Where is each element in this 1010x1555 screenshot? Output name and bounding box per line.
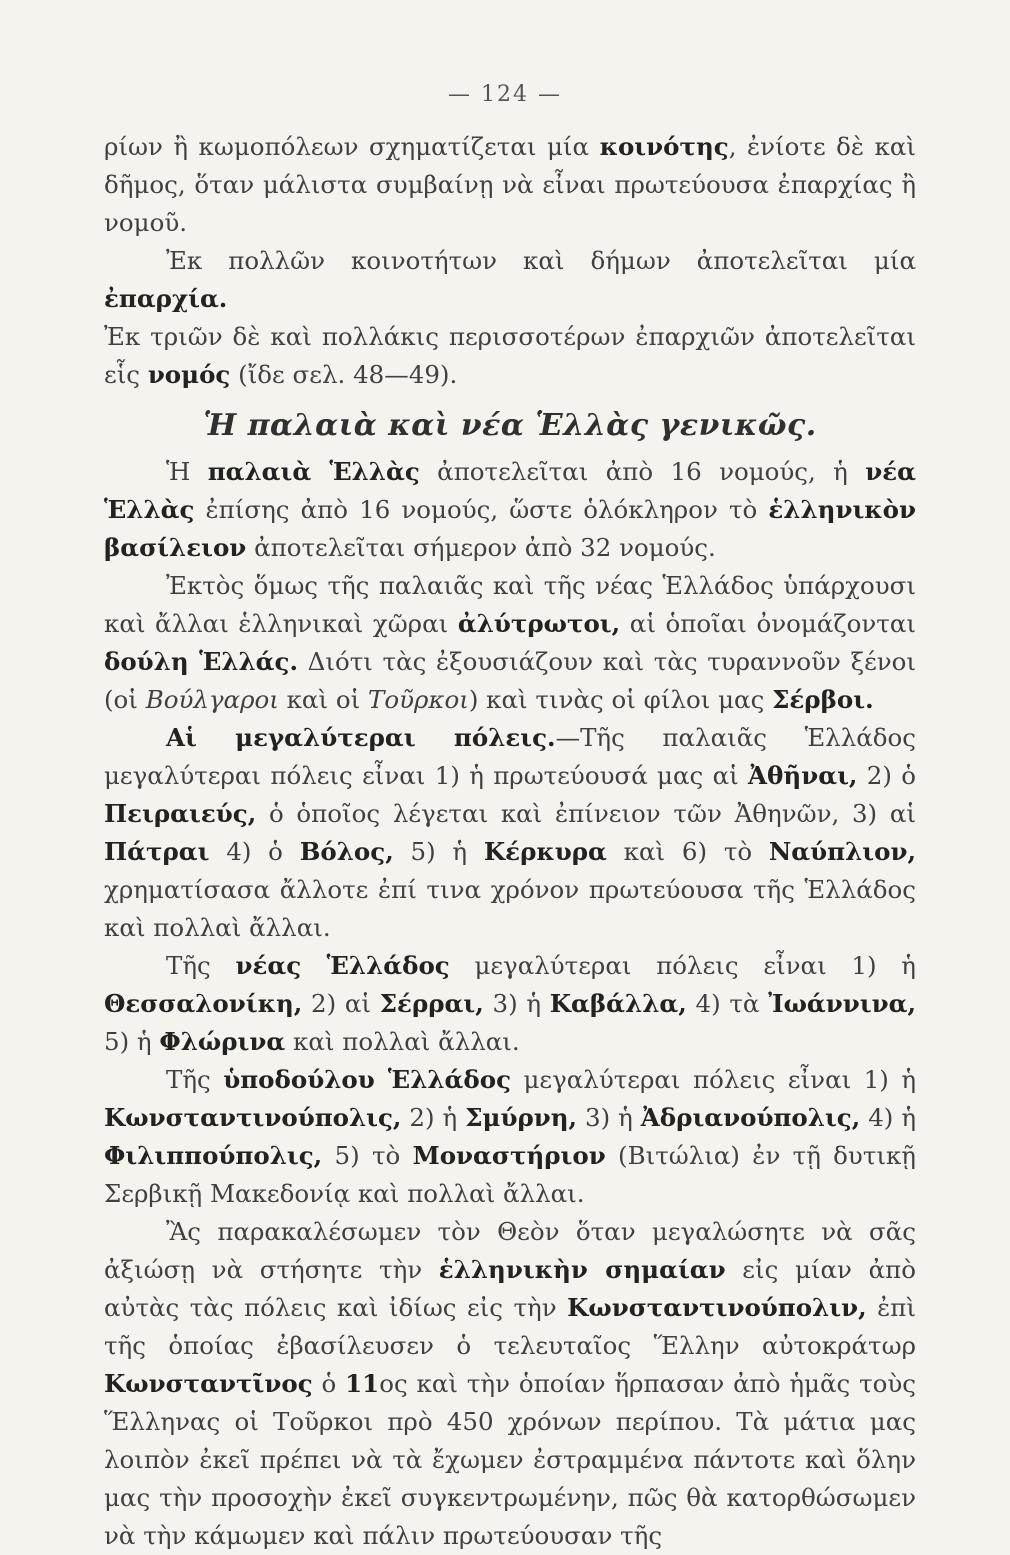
text-run: καὶ πολλαὶ ἄλλαι.: [285, 1027, 520, 1056]
text-run: ἀποτελεῖται ἀπὸ 16 νομούς, ἡ: [419, 457, 866, 486]
text-run: 4) τὰ: [686, 989, 769, 1018]
text-run: (Βιτώλια) ἐν τῇ δυτικῇ Σερβικῇ Μακεδονίᾳ καὶ πολλαὶ ἄλλαι.: [104, 1141, 916, 1208]
paragraph: [104, 1061, 916, 1213]
text-run: ος καὶ τὴν ὁποίαν ἥρπασαν ἀπὸ ἡμᾶς τοὺς Ἕλληνας οἱ Τοῦρκοι πρὸ 450 χρόνων περίπου. Τὰ μάτια μας λοιπὸν ἐκεῖ πρέπει νὰ τὰ ἔχωμεν ἐστραμμένα πάντοτε καὶ ὅλην μας τὴν προσοχὴν ἐκεῖ συγκεντρωμένην, πῶς θὰ κατορθώσωμεν νὰ τὴν κάμωμεν καὶ πάλιν πρωτεύουσαν τῆς: [104, 1369, 916, 1550]
text-run: ἀποτελεῖται σήμερον ἀπὸ 32 νομούς.: [246, 533, 716, 562]
text-run: Ἐκ τριῶν δὲ καὶ πολλάκις περισσοτέρων ἐπαρχιῶν ἀποτελεῖται εἷς: [104, 322, 916, 389]
bold-term: Βόλος,: [299, 837, 394, 866]
bold-term: Ἀδριανούπολις,: [640, 1103, 861, 1132]
bold-term: ὑποδούλου Ἑλλάδος: [223, 1065, 512, 1094]
text-run: 2) ὁ: [857, 761, 916, 790]
bold-term: ἑλληνικὴν σημαίαν: [438, 1255, 726, 1284]
paragraph: [104, 947, 916, 1061]
bold-term: Ἰωάννινα,: [768, 989, 916, 1018]
intro-paragraphs: [104, 128, 916, 394]
bold-term: ἀλύτρωτοι,: [457, 609, 621, 638]
text-run: 4) ὁ: [209, 837, 300, 866]
page-number: — 124 —: [448, 82, 562, 107]
bold-term: Φλώρινα: [159, 1027, 286, 1056]
bold-term: ἑλληνικὸν βασίλειον: [104, 495, 916, 562]
text-run: —Τῆς παλαιᾶς Ἑλλάδος μεγαλύτεραι πόλεις εἶναι 1) ἡ πρωτεύουσά μας αἱ: [104, 723, 917, 790]
text-run: καὶ οἱ: [278, 685, 369, 714]
text-run: (ἴδε σελ. 48—49).: [230, 360, 458, 389]
text-run: Ἡ: [166, 457, 208, 486]
bold-term: Αἱ μεγαλύτεραι πόλεις.: [166, 723, 556, 752]
paragraph: [104, 242, 916, 318]
bold-term: κοινότης: [599, 132, 729, 161]
paragraph: [104, 453, 916, 567]
text-run: , ἐνίοτε δὲ καὶ δῆμος, ὅταν μάλιστα συμβαίνῃ νὰ εἶναι πρωτεύουσα ἐπαρχίας ἢ νομοῦ.: [104, 132, 916, 237]
bold-term: ἐπαρχία.: [104, 284, 228, 313]
text-run: 2) αἱ: [302, 989, 380, 1018]
text-run: Τῆς: [166, 951, 236, 980]
text-run: εἰς μίαν ἀπὸ αὐτὰς τὰς πόλεις καὶ ἰδίως εἰς τὴν: [104, 1255, 916, 1322]
text-run: 5) ἡ: [104, 1027, 160, 1056]
page-body: [104, 128, 916, 1555]
bold-term: Φιλιππούπολις,: [104, 1141, 323, 1170]
text-run: 2) ἡ: [401, 1103, 466, 1132]
text-run: 3) ἡ: [483, 989, 550, 1018]
bold-term: Καβάλλα,: [549, 989, 687, 1018]
text-run: ἐπίσης ἀπὸ 16 νομούς, ὥστε ὁλόκληρον τὸ: [194, 495, 769, 524]
text-run: καὶ 6) τὸ: [606, 837, 769, 866]
bold-term: νομός: [147, 360, 231, 389]
bold-term: Σέρβοι.: [772, 685, 874, 714]
bold-term: Πειραιεύς,: [104, 799, 257, 828]
text-run: ρίων ἢ κωμοπόλεων σχηματίζεται μία: [104, 132, 600, 161]
italic-term: Τοῦρκοι: [368, 685, 469, 714]
bold-term: Κωνσταντῖνος: [104, 1369, 313, 1398]
text-run: 5) τὸ: [322, 1141, 413, 1170]
bold-term: Ἀθῆναι,: [748, 761, 858, 790]
bold-term: Κέρκυρα: [483, 837, 607, 866]
section-paragraphs: [104, 453, 916, 1555]
text-run: 5) ἡ: [393, 837, 484, 866]
text-run: 3) ἡ: [577, 1103, 641, 1132]
text-run: ὁ ὁποῖος λέγεται καὶ ἐπίνειον τῶν Ἀθηνῶν, 3) αἱ: [256, 799, 916, 828]
text-run: Ἐκτὸς ὅμως τῆς παλαιᾶς καὶ τῆς νέας Ἑλλάδος ὑπάρχουσι καὶ ἄλλαι ἑλληνικαὶ χῶραι: [104, 571, 916, 638]
text-run: ἐπὶ τῆς ὁποίας ἐβασίλευσεν ὁ τελευταῖος Ἕλλην αὐτοκράτωρ: [104, 1293, 916, 1360]
text-run: Ἐκ πολλῶν κοινοτήτων καὶ δήμων ἀποτελεῖται μία: [166, 246, 916, 275]
bold-term: Θεσσαλονίκη,: [104, 989, 303, 1018]
bold-term: Πάτραι: [104, 837, 210, 866]
text-run: χρηματίσασα ἄλλοτε ἐπί τινα χρόνον πρωτεύουσα τῆς Ἑλλάδος καὶ πολλαὶ ἄλλαι.: [104, 875, 916, 942]
italic-term: Βούλγαροι: [145, 685, 279, 714]
bold-term: Κωνσταντινούπολιν,: [567, 1293, 867, 1322]
bold-term: Κωνσταντινούπολις,: [104, 1103, 402, 1132]
section-heading: Ἡ παλαιὰ καὶ νέα Ἑλλὰς γενικῶς.: [203, 408, 817, 443]
paragraph: [104, 128, 916, 242]
paragraph: [104, 567, 916, 719]
paragraph: [104, 1213, 916, 1555]
bold-term: 11: [345, 1369, 380, 1398]
paragraph: [104, 318, 916, 394]
text-run: Τῆς: [166, 1065, 224, 1094]
bold-term: νέα Ἑλλὰς: [104, 457, 916, 524]
text-run: αἱ ὁποῖαι ὀνομάζονται: [620, 609, 916, 638]
text-run: μεγαλύτεραι πόλεις εἶναι 1) ἡ: [449, 951, 916, 980]
text-run: ) καὶ τινὰς οἱ φίλοι μας: [468, 685, 773, 714]
bold-term: παλαιὰ Ἑλλὰς: [207, 457, 420, 486]
bold-term: Σέρραι,: [379, 989, 484, 1018]
text-run: ὁ: [312, 1369, 346, 1398]
text-run: Διότι τὰς ἐξουσιάζουν καὶ τὰς τυραννοῦν ξένοι (οἱ: [104, 647, 917, 714]
text-run: Ἂς παρακαλέσωμεν τὸν Θεὸν ὅταν μεγαλώσητε νὰ σᾶς ἀξιώσῃ νὰ στήσητε τὴν: [104, 1217, 916, 1284]
paragraph: [104, 719, 916, 947]
bold-term: νέας Ἑλλάδος: [235, 951, 450, 980]
text-run: μεγαλύτεραι πόλεις εἶναι 1) ἡ: [511, 1065, 917, 1094]
bold-term: Μοναστήριον: [412, 1141, 606, 1170]
text-run: 4) ἡ: [860, 1103, 916, 1132]
bold-term: Σμύρνη,: [465, 1103, 578, 1132]
bold-term: δούλη Ἑλλάς.: [104, 647, 298, 676]
bold-term: Ναύπλιον,: [768, 837, 916, 866]
